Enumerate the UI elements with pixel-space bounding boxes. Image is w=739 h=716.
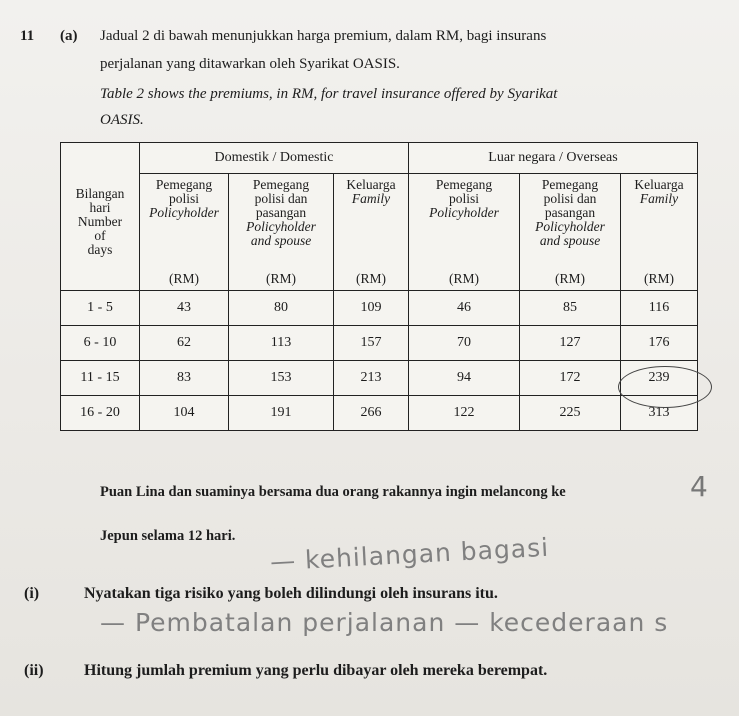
header-malay-text: Pemegang (541, 177, 599, 192)
header-col-4 (334, 174, 409, 291)
header-malay-text: polisi (448, 191, 479, 206)
premium-cell: 116 (621, 291, 698, 326)
header-malay-text: Keluarga (346, 177, 396, 192)
intro-english-line-2: OASIS. (100, 112, 144, 128)
header-malay-text: polisi dan (543, 191, 597, 206)
header-unit: (RM) (555, 271, 585, 286)
days-range-cell: 1 - 5 (61, 291, 140, 326)
question-part: (a) (60, 28, 78, 44)
handwritten-circle (618, 366, 712, 408)
premium-cell: 70 (409, 326, 520, 361)
header-malay-text: polisi (168, 191, 199, 206)
premium-cell: 176 (621, 326, 698, 361)
story-line-2: Jepun selama 12 hari. (100, 528, 236, 544)
header-english-text: days (87, 242, 113, 257)
handwritten-margin-mark: 4 (690, 470, 708, 503)
table-row (61, 326, 698, 361)
header-col-2 (140, 174, 229, 291)
header-unit: (RM) (449, 271, 479, 286)
header-unit: (RM) (169, 271, 199, 286)
header-english-text: and spouse (250, 233, 312, 248)
header-english-text: and spouse (539, 233, 601, 248)
story-line-1: Puan Lina dan suaminya bersama dua orang rakannya ingin melancong ke (100, 484, 566, 500)
table-row (61, 291, 698, 326)
header-english-text: Policyholder (535, 219, 605, 234)
header-col-7 (621, 174, 698, 291)
premium-cell: 46 (409, 291, 520, 326)
premium-cell: 266 (334, 396, 409, 431)
header-english-text: Family (639, 191, 679, 206)
header-malay-text: pasangan (255, 205, 307, 220)
table-group-row (61, 143, 698, 174)
table-row (61, 361, 698, 396)
table-header-row (61, 174, 698, 291)
header-col-6 (520, 174, 621, 291)
header-col-3 (229, 174, 334, 291)
header-english-text: of (94, 228, 106, 243)
header-malay-text: polisi dan (254, 191, 308, 206)
days-range-cell: 6 - 10 (61, 326, 140, 361)
header-english-text: Policyholder (429, 205, 499, 220)
premium-cell: 313 (621, 396, 698, 431)
premium-cell: 113 (229, 326, 334, 361)
premium-cell: 109 (334, 291, 409, 326)
table-row (61, 396, 698, 431)
premium-cell: 153 (229, 361, 334, 396)
header-english-text: Number (77, 214, 123, 229)
handwritten-answer-1: — kehilangan bagasi (269, 532, 550, 577)
handwritten-answer-2: — Pembatalan perjalanan — kecederaan s (100, 608, 669, 637)
subquestion-i-text: Nyatakan tiga risiko yang boleh dilindungi oleh insurans itu. (84, 585, 498, 602)
header-unit: (RM) (356, 271, 386, 286)
premium-cell: 172 (520, 361, 621, 396)
premium-cell: 43 (140, 291, 229, 326)
premium-cell: 213 (334, 361, 409, 396)
premium-cell: 157 (334, 326, 409, 361)
subquestion-i-number: (i) (24, 585, 40, 602)
header-days (61, 143, 140, 291)
subquestion-ii-text: Hitung jumlah premium yang perlu dibayar oleh mereka berempat. (84, 662, 548, 679)
premium-cell: 104 (140, 396, 229, 431)
intro-malay-line-2: perjalanan yang ditawarkan oleh Syarikat OASIS. (100, 56, 400, 72)
header-malay-text: Bilangan (75, 186, 125, 201)
premium-cell: 239 (621, 361, 698, 396)
group-overseas: Luar negara / Overseas (409, 143, 698, 174)
intro-english-line-1: Table 2 shows the premiums, in RM, for travel insurance offered by Syarikat (100, 86, 558, 102)
premium-cell: 94 (409, 361, 520, 396)
header-english-text: Policyholder (246, 219, 316, 234)
header-malay-text: Keluarga (634, 177, 684, 192)
premium-cell: 127 (520, 326, 621, 361)
header-malay-text: hari (89, 200, 111, 215)
premium-cell: 85 (520, 291, 621, 326)
group-domestic: Domestik / Domestic (140, 143, 409, 174)
header-malay-text: Pemegang (252, 177, 310, 192)
header-english-text: Family (351, 191, 391, 206)
premium-cell: 122 (409, 396, 520, 431)
premium-cell: 83 (140, 361, 229, 396)
header-english-text: Policyholder (149, 205, 219, 220)
premium-cell: 80 (229, 291, 334, 326)
premium-cell: 191 (229, 396, 334, 431)
days-range-cell: 11 - 15 (61, 361, 140, 396)
intro-malay-line-1: Jadual 2 di bawah menunjukkan harga premium, dalam RM, bagi insurans (100, 28, 547, 44)
header-malay-text: Pemegang (435, 177, 493, 192)
header-malay-text: pasangan (544, 205, 596, 220)
header-col-5 (409, 174, 520, 291)
header-unit: (RM) (644, 271, 674, 286)
header-unit: (RM) (266, 271, 296, 286)
premium-cell: 225 (520, 396, 621, 431)
table-body (61, 291, 698, 431)
subquestion-ii-number: (ii) (24, 662, 44, 679)
premium-table (60, 142, 698, 431)
days-range-cell: 16 - 20 (61, 396, 140, 431)
header-malay-text: Pemegang (155, 177, 213, 192)
question-number: 11 (20, 28, 35, 44)
premium-cell: 62 (140, 326, 229, 361)
